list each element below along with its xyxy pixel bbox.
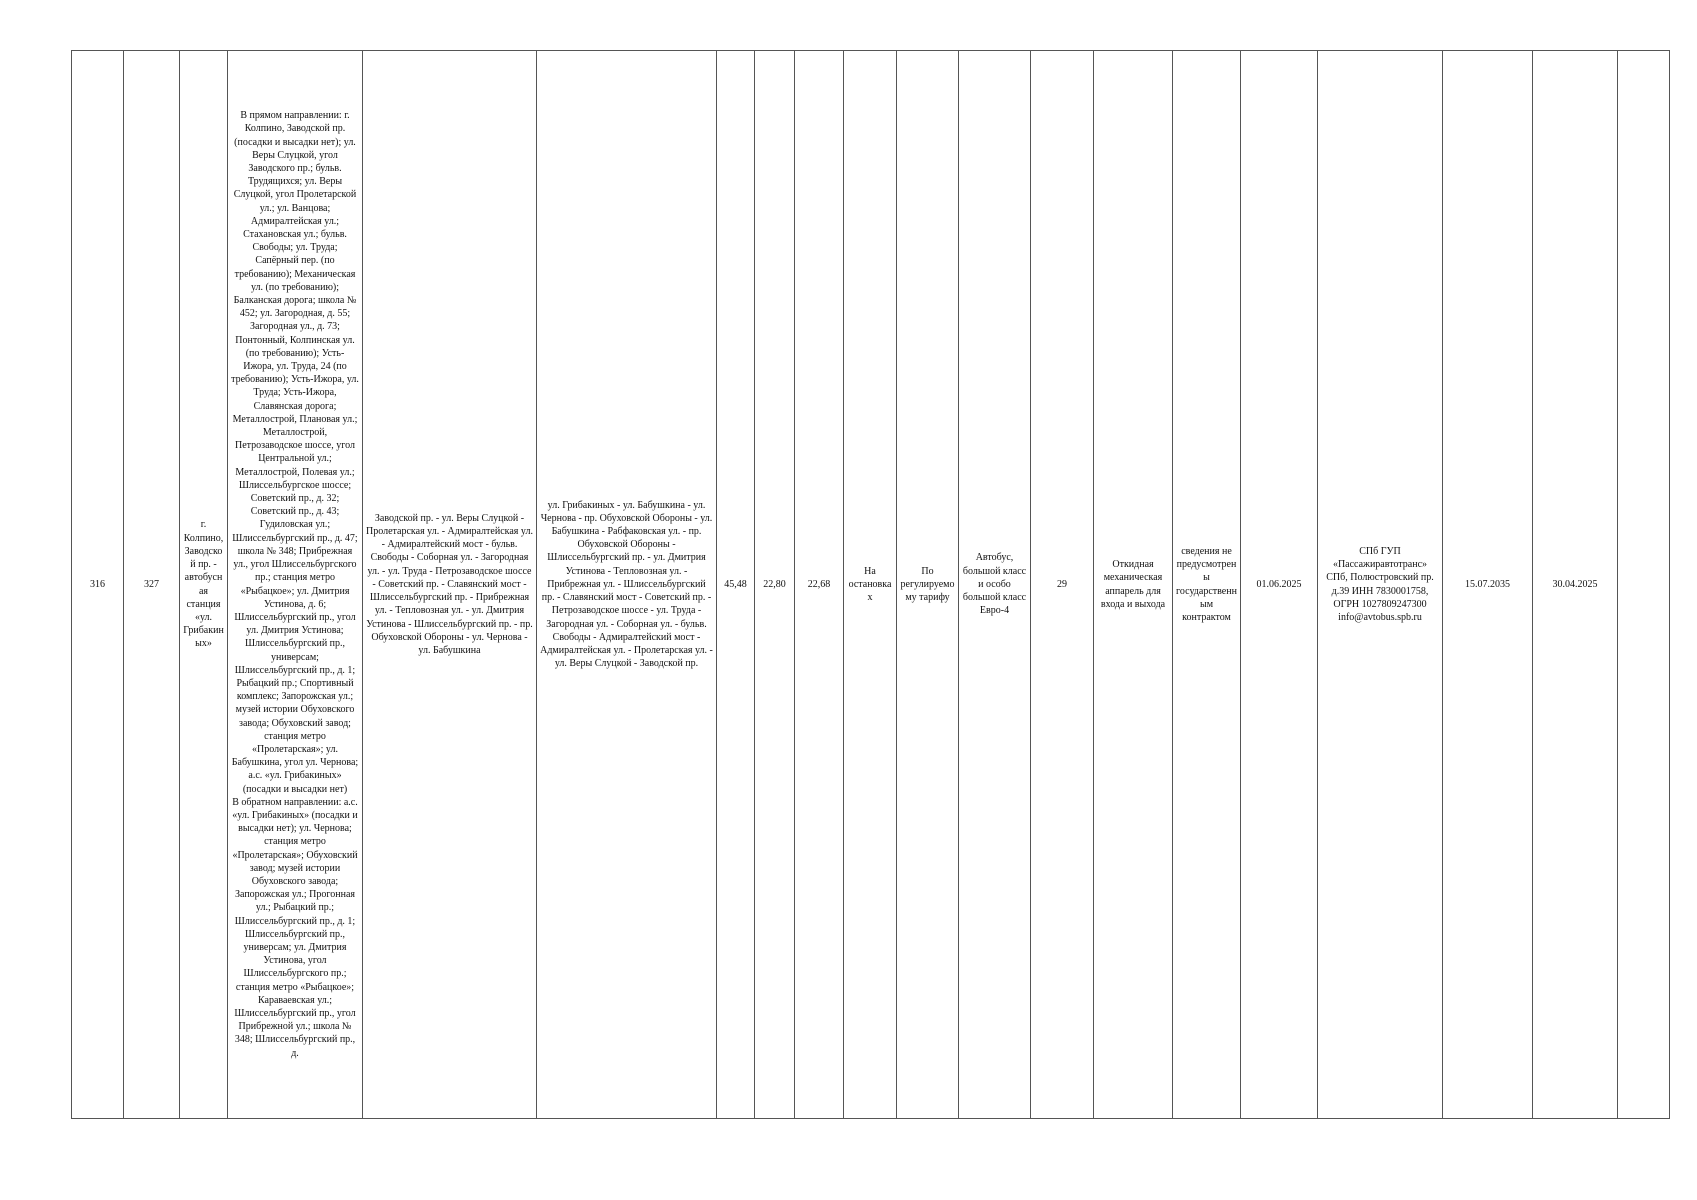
cell-vehicle-count: 29	[1031, 51, 1094, 1119]
cell-route-number: 327	[124, 51, 180, 1119]
cell-length-backward: 22,80	[755, 51, 795, 1119]
cell-date-2: 15.07.2035	[1443, 51, 1533, 1119]
route-registry-table	[71, 50, 1670, 1119]
cell-boarding-order: На остановках	[844, 51, 897, 1119]
cell-carrier: СПб ГУП «Пассажиравтотранс» СПб, Полюстровский пр. д.39 ИНН 7830001758, ОГРН 1027809247300 info@avtobus.spb.ru	[1318, 51, 1443, 1119]
cell-streets-backward: ул. Грибакиных - ул. Бабушкина - ул. Чернова - пр. Обуховской Обороны - ул. Бабушкина - Рабфаковская ул. - пр. Обуховской Обороны - Шлиссельбургский пр. - ул. Дмитрия Устинова - Тепловозная ул. - Прибрежная ул. - Шлиссельбургский пр. - Славянский мост - Советский пр. - Петрозаводское шоссе - ул. Труда - Загородная ул. - Соборная ул. - бульв. Свободы - Адмиралтейский мост - Адмиралтейская ул. - Пролетарская ул. - ул. Веры Слуцкой - Заводской пр.	[537, 51, 717, 1119]
cell-extra	[1618, 51, 1670, 1119]
cell-route-name: г. Колпино, Заводской пр. - автобусная станция «ул. Грибакиных»	[180, 51, 228, 1119]
cell-tariff: По регулируемому тарифу	[897, 51, 959, 1119]
cell-stops	[228, 51, 363, 1119]
cell-streets-forward: Заводской пр. - ул. Веры Слуцкой - Пролетарская ул. - Адмиралтейская ул. - Адмиралтейский мост - бульв. Свободы - Соборная ул. - Загородная ул. - ул. Труда - Петрозаводское шоссе - Советский пр. - Славянский мост - Шлиссельбургский пр. - Прибрежная ул. - Тепловозная ул. - ул. Дмитрия Устинова - Шлиссельбургский пр. - пр. Обуховской Обороны - ул. Чернова - ул. Бабушкина	[363, 51, 537, 1119]
stops-text: В прямом направлении: г. Колпино, Заводской пр. (посадки и высадки нет); ул. Веры Слуцкой, угол Заводского пр.; бульв. Трудящихся; ул. Веры Слуцкой, угол Пролетарской ул.; ул. Ванцова; Адмиралтейская ул.; Стахановская ул.; бульв. Свободы; ул. Труда; Сапёрный пер. (по требованию); Механическая ул. (по требованию); Балканская дорога; школа № 452; ул. Загородная, д. 55; Загородная ул., д. 73; Понтонный, Колпинская ул. (по требованию); Усть-Ижора, ул. Труда, 24 (по требованию); Усть-Ижора, ул. Труда; Усть-Ижора, Славянская дорога; Металлострой, Плановая ул.; Металлострой, Петрозаводское шоссе, угол Центральной ул.; Металлострой, Полевая ул.; Шлиссельбургское шоссе; Советский пр., д. 32; Советский пр., д. 43; Гудиловская ул.; Шлиссельбургский пр., д. 47; школа № 348; Прибрежная ул., угол Шлиссельбургского пр.; станция метро «Рыбацкое»; ул. Дмитрия Устинова, д. 6; Шлиссельбургский пр., угол ул. Дмитрия Устинова; Шлиссельбургский пр., универсам; Шлиссельбургский пр., д. 1; Рыбацкий пр.; Спортивный комплекс; Запорожская ул.; музей истории Обуховского завода; Обуховский завод; станция метро «Пролетарская»; ул. Бабушкина, угол ул. Чернова; а.с. «ул. Грибакиных» (посадки и высадки нет) В обратном направлении: а.с. «ул. Грибакиных» (посадки и высадки нет); ул. Чернова; станция метро «Пролетарская»; Обуховский завод; музей истории Обуховского завода; Запорожская ул.; Прогонная ул.; Рыбацкий пр.; Шлиссельбургский пр., д. 1; Шлиссельбургский пр., универсам; ул. Дмитрия Устинова, угол Шлиссельбургского пр.; станция метро «Рыбацкое»; Караваевская ул.; Шлиссельбургский пр., угол Прибрежной ул.; школа № 348; Шлиссельбургский пр., д.	[231, 110, 359, 1059]
cell-vehicle: Автобус, большой класс и особо большой класс Евро-4	[959, 51, 1031, 1119]
cell-equipment: Откидная механическая аппарель для входа и выхода	[1094, 51, 1173, 1119]
cell-contract-info: сведения не предусмотрены государственным контрактом	[1173, 51, 1241, 1119]
cell-length-forward: 45,48	[717, 51, 755, 1119]
cell-start-date: 01.06.2025	[1241, 51, 1318, 1119]
cell-reg-number: 316	[72, 51, 124, 1119]
cell-date-3: 30.04.2025	[1533, 51, 1618, 1119]
cell-length-total: 22,68	[795, 51, 844, 1119]
table-row	[72, 51, 1670, 1119]
